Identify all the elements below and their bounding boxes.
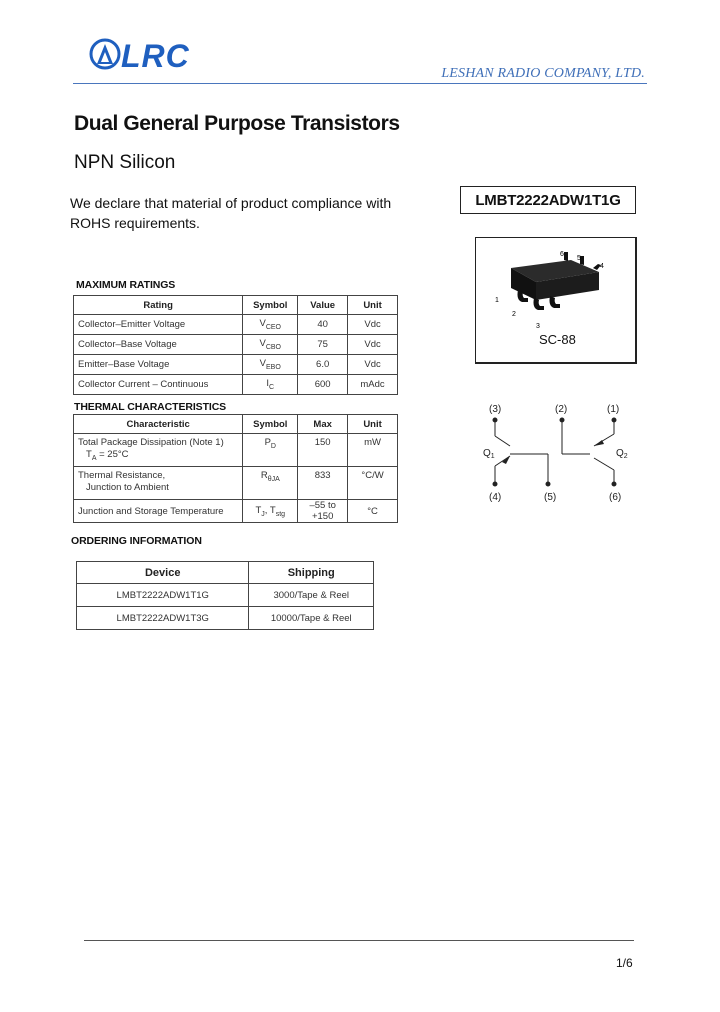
column-header: Value bbox=[298, 296, 348, 315]
table-row: Emitter–Base Voltage $V_{EBO}$ 6.0 Vdc bbox=[74, 355, 398, 375]
rohs-declaration: We declare that material of product compliance with ROHS requirements. bbox=[70, 195, 392, 231]
pin-label: 1 bbox=[495, 297, 499, 304]
lrc-logo bbox=[88, 36, 208, 80]
thermal-heading: THERMAL CHARACTERISTICS bbox=[74, 401, 227, 413]
ordering-heading: ORDERING INFORMATION bbox=[71, 535, 202, 547]
pin-label: 5 bbox=[577, 255, 581, 262]
max-ratings-table bbox=[73, 295, 398, 395]
table-row: LMBT2222ADW1T3G 10000/Tape & Reel bbox=[77, 607, 374, 630]
table-row: Junction and Storage Temperature $T_J$, $T_{stg}$ –55 to +150 °C bbox=[74, 500, 398, 523]
pin-label: (5) bbox=[544, 492, 557, 503]
table-row: Total Package Dissipation (Note 1) $T_A = 25^\circ C$ $P_D$ 150 mW bbox=[74, 434, 398, 467]
package-label: SC-88 bbox=[539, 332, 576, 347]
table-row: Collector–Emitter Voltage $V_{CEO}$ 40 Vdc bbox=[74, 315, 398, 335]
table-row: Collector–Base Voltage $V_{CBO}$ 75 Vdc bbox=[74, 335, 398, 355]
package-box bbox=[475, 237, 637, 364]
footer-divider bbox=[84, 940, 634, 941]
ordering-table bbox=[76, 561, 374, 630]
svg-text:Q1: $Q_1$ bbox=[483, 448, 495, 460]
table-row: Thermal Resistance, Junction to Ambient $R_{\theta JA}$ 833 °C/W bbox=[74, 467, 398, 500]
page-number: 1/6 bbox=[616, 956, 633, 970]
column-header: Characteristic bbox=[74, 415, 243, 434]
svg-text:Q2: $Q_2$ bbox=[616, 448, 628, 460]
column-header: Device bbox=[77, 562, 249, 584]
company-name: LESHAN RADIO COMPANY, LTD. bbox=[441, 66, 645, 81]
column-header: Shipping bbox=[249, 562, 374, 584]
circuit-schematic bbox=[470, 398, 640, 508]
table-row: LMBT2222ADW1T1G 3000/Tape & Reel bbox=[77, 584, 374, 607]
pin-label: 6 bbox=[560, 251, 564, 258]
logo-text: LRC bbox=[121, 38, 190, 74]
thermal-table bbox=[73, 414, 398, 523]
pin-label: 3 bbox=[536, 323, 540, 330]
pin-label: 2 bbox=[512, 311, 516, 318]
column-header: Symbol bbox=[243, 415, 298, 434]
table-row: Collector Current – Continuous $I_C$ 600 mAdc bbox=[74, 375, 398, 395]
part-number: LMBT2222ADW1T1G bbox=[475, 191, 621, 209]
max-ratings-heading: MAXIMUM RATINGS bbox=[76, 279, 176, 291]
header-divider bbox=[73, 83, 647, 84]
pin-label: (2) bbox=[555, 404, 568, 415]
page-title: Dual General Purpose Transistors bbox=[74, 112, 400, 135]
column-header: Unit bbox=[348, 415, 398, 434]
column-header: Unit bbox=[348, 296, 398, 315]
dual-npn-schematic-icon bbox=[470, 398, 640, 508]
part-number-box bbox=[460, 186, 636, 214]
logo-emblem-icon bbox=[88, 36, 122, 76]
pin-label: (4) bbox=[489, 492, 502, 503]
pin-label: (6) bbox=[609, 492, 622, 503]
column-header: Max bbox=[298, 415, 348, 434]
page-subtitle: NPN Silicon bbox=[74, 152, 176, 173]
pin-label: 4 bbox=[600, 263, 604, 270]
column-header: Symbol bbox=[243, 296, 298, 315]
column-header: Rating bbox=[74, 296, 243, 315]
pin-label: (3) bbox=[489, 404, 502, 415]
pin-label: (1) bbox=[607, 404, 620, 415]
